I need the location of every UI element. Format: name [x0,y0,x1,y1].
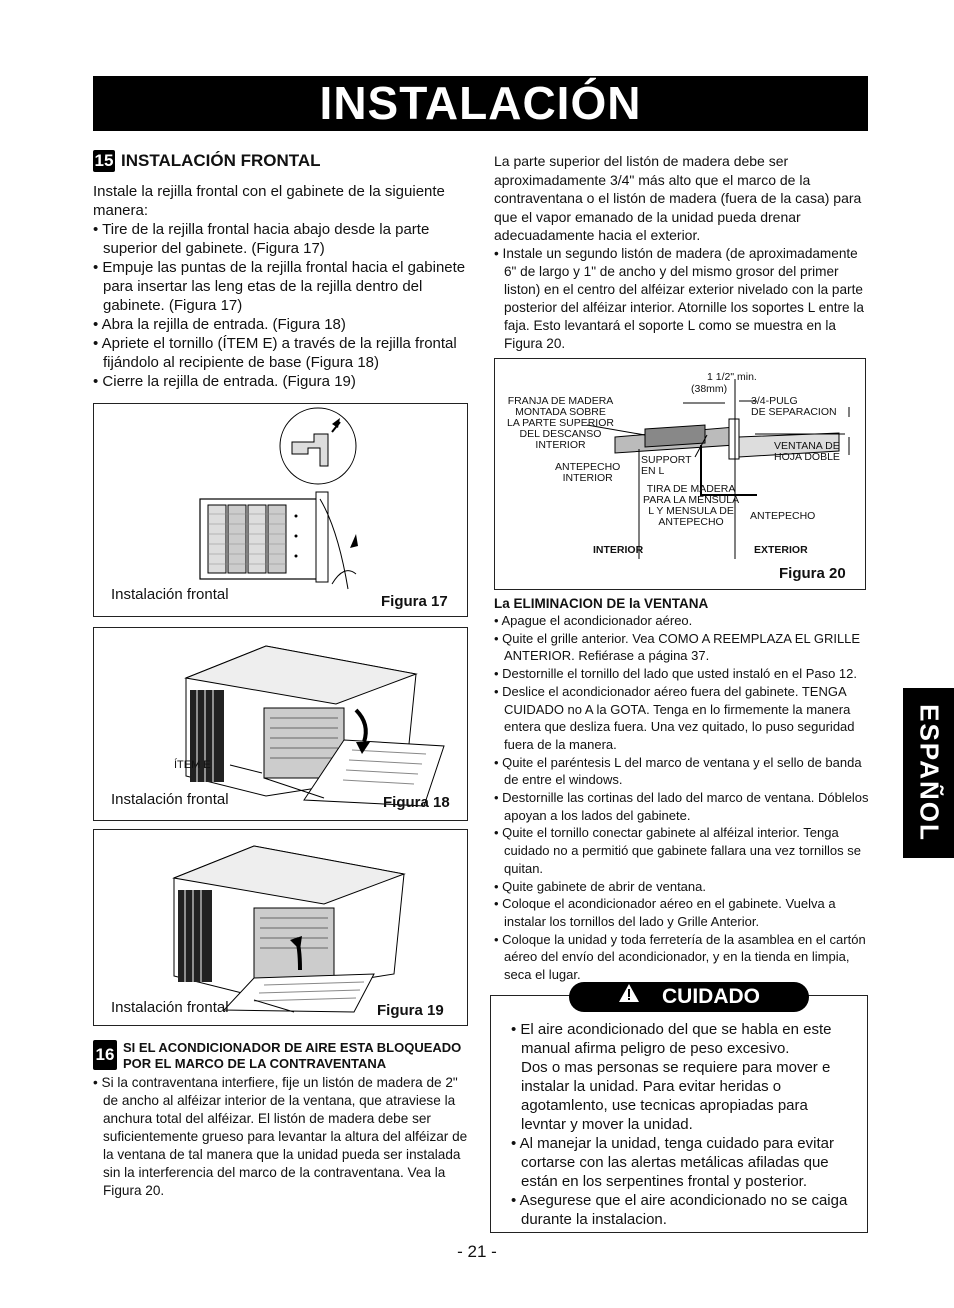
fig20-support-label: SUPPORT EN L [641,454,692,477]
section-15-title: INSTALACIÓN FRONTAL [121,151,321,170]
list-item: • Instale un segundo listón de madera (de aproximadamente 6" de largo y 1" de ancho y del mismo grosor del primer liston) en el centro del alféizar exterior nivelado con la parte posterior del alféizar interior. Atornille los soportes L entre la faja. Esto levantará el soporte L como se muestra en la Figura 20. [494,245,869,353]
list-item: • Quite el tornillo conectar gabinete al alféizal interior. Tenga cuidado no a permitió que gabinete fallara una vez tornillos se quitan. [494,824,869,877]
fig20-antepecho-label: ANTEPECHO [750,510,816,522]
window-removal-bullets [494,612,869,984]
figure-20 [494,358,866,590]
figure-17-illustration [94,404,467,616]
section-16 [93,1040,468,1200]
section-16-title-line2: POR EL MARCO DE LA CONTRAVENTANA [123,1056,387,1071]
caution-box [490,985,868,1233]
window-removal-section [494,595,869,984]
fig20-tira-label: TIRA DE MADERA PARA LA MENSULA L Y MENSULA DE ANTEPECHO [643,483,740,528]
list-item: • Si la contraventana interfiere, fije un listón de madera de 2" de ancho al alféizar interior de la ventana, que atraviese la anchura total del alféizar. El listón de madera debe ser suficientemente grueso para levantar la altura del alféizar de la ventana de tal manera que la unidad pueda ser instalada sin la interferencia del marco de la contraventana. Vea la Figura 20. [93,1074,468,1200]
list-item: • Quite el paréntesis L del marco de ventana y el sello de banda de entre el windows. [494,754,869,789]
list-item: • Asegurese que el aire acondicionado no se caiga durante la instalacion. [511,1191,856,1229]
fig20-franja-label: FRANJA DE MADERA MONTADA SOBRE LA PARTE SUPERIOR DEL DESCANSO INTERIOR [507,395,614,451]
right-column [494,152,869,353]
caution-header [569,982,809,1012]
section-15-heading [93,150,468,172]
figure-18-item-label: ÍTEM E [174,759,211,771]
list-item: • Tire de la rejilla frontal hacia abajo desde la parte superior del gabinete. (Figura 17) [93,220,468,258]
figure-18 [93,627,468,821]
language-tab [903,688,954,858]
list-item: • Cierre la rejilla de entrada. (Figura 19) [93,372,468,391]
figure-20-number: Figura 20 [779,565,846,582]
window-removal-heading: La ELIMINACION DE la VENTANA [494,596,709,611]
list-item: • Apague el acondicionador aéreo. [494,612,869,630]
list-item: • Quite el grille anterior. Vea COMO A REEMPLAZA EL GRILLE ANTERIOR. Refiérase a página 37. [494,630,869,665]
list-item: • Deslice el acondicionador aéreo fuera del gabinete. TENGA CUIDADO no A la GOTA. Tenga en lo firmemente la manera entera que desliza fuera. Una vez quitado, lo puso seguridad fuera de la manera. [494,683,869,754]
fig20-ventana-label: VENTANA DE HOJA DOBLE [774,440,840,463]
page-title: INSTALACIÓN [93,76,868,131]
fig20-exterior-label: EXTERIOR [754,544,808,556]
figure-19 [93,829,468,1026]
list-item: • Abra la rejilla de entrada. (Figura 18) [93,315,468,334]
figure-18-number: Figura 18 [383,794,450,811]
caution-title: CUIDADO [662,985,760,1008]
figure-17 [93,403,468,617]
list-item: • Coloque el acondicionador aéreo en el gabinete. Vuelva a instalar los tornillos del lado y Grille Anterior. [494,895,869,930]
figure-17-caption: Instalación frontal [111,586,229,603]
page-number: - 21 - [457,1242,497,1261]
language-tab-label: ESPAÑOL [914,704,944,842]
section-16-title-line1: SI EL ACONDICIONADOR DE AIRE ESTA BLOQUEADO [123,1040,462,1055]
figure-19-caption: Instalación frontal [111,999,229,1016]
figure-18-caption: Instalación frontal [111,791,229,808]
section-15-intro: Instale la rejilla frontal con el gabinete de la siguiente manera: [93,183,445,219]
fig20-antepecho-interior-label: ANTEPECHO INTERIOR [555,461,621,484]
section-16-number: 16 [93,1040,117,1070]
list-item: • Apriete el tornillo (ÍTEM E) a través de la rejilla frontal fijándolo al recipiente de base (Figura 18) [93,334,468,372]
raised-wood-paragraph: La parte superior del listón de madera debe ser aproximadamente 3/4" más alto que el marco de la contraventana o el listón de madera (fuera de la casa) para que el vapor emanado de la unidad pueda drenar adecuadamente hacia el exterior. [494,153,862,243]
fig20-interior-label: INTERIOR [593,544,644,556]
list-item: • El aire acondicionado del que se habla en este manual afirma peligro de peso excesivo. Dos o mas personas se requiere para mover e instalar la unidad. Para evitar heridas o agotamlento, use tecnicas apropiadas para levntar y mover la unidad. [511,1020,856,1134]
fig20-dim-top: 1 1/2" min. [707,371,757,383]
list-item: • Coloque la unidad y toda ferretería de la asamblea en el cartón aéreo del envío del acondicionador, y en la tienda en limpia, seca el lugar. [494,931,869,984]
second-wood-bullet [494,245,869,353]
list-item: • Destornille el tornillo del lado que usted instaló en el Paso 12. [494,665,869,683]
section-16-heading [93,1040,468,1072]
figure-19-number: Figura 19 [377,1002,444,1019]
figure-17-number: Figura 17 [381,593,448,610]
section-15-number: 15 [94,151,114,170]
section-15 [93,150,468,391]
list-item: • Al manejar la unidad, tenga cuidado para evitar cortarse con las alertas metálicas afiladas que están en los serpentines frontal y posterior. [511,1134,856,1191]
caution-bullets [511,1020,856,1229]
section-16-bullets [93,1074,468,1200]
figure-19-illustration [94,830,467,1025]
warning-icon [618,982,640,1012]
list-item: • Empuje las puntas de la rejilla frontal hacia el gabinete para insertar las leng etas de la rejilla dentro del gabinete. (Figura 17) [93,258,468,315]
section-15-bullets [93,220,468,391]
fig20-pulg-label: 3/4-PULG DE SEPARACION [751,395,837,418]
list-item: • Quite gabinete de abrir de ventana. [494,878,869,896]
list-item: • Destornille las cortinas del lado del marco de ventana. Dóblelos apoyan a los lados del gabinete. [494,789,869,824]
fig20-dim-mm: (38mm) [691,383,728,395]
